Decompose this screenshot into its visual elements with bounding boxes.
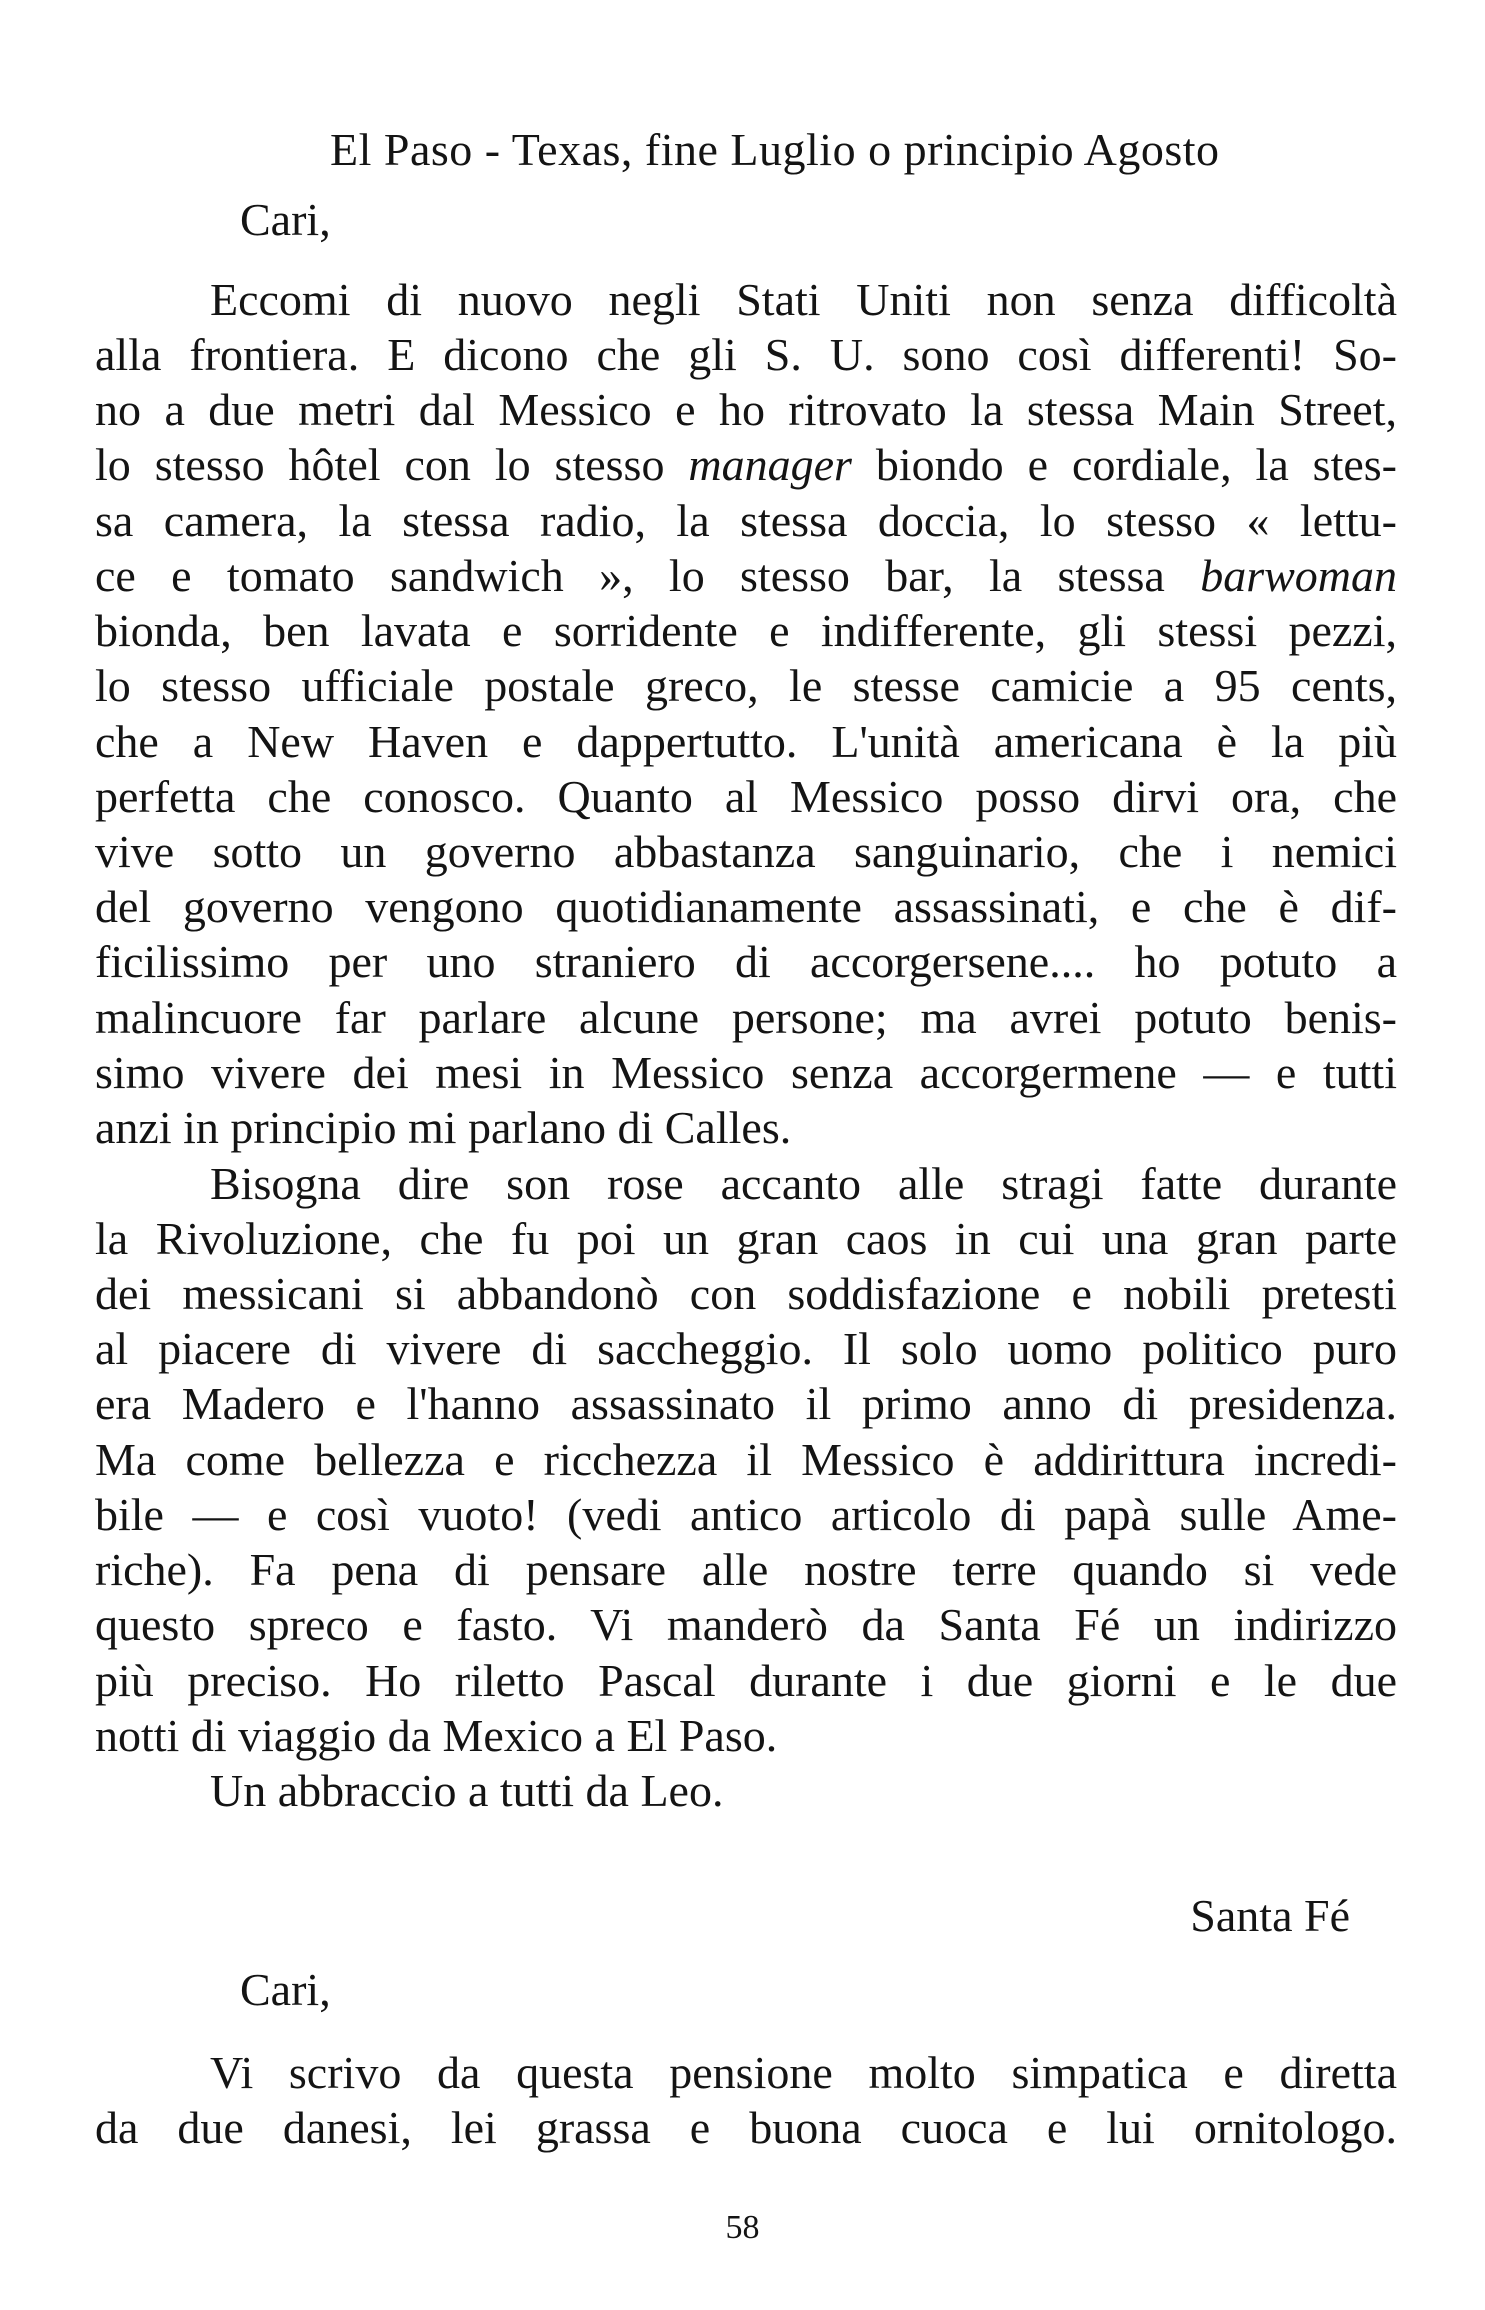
text-line: bionda, ben lavata e sorridente e indifferente, gli stessi pezzi, — [95, 605, 1397, 656]
text-line: era Madero e l'hanno assassinato il primo anno di presidenza. — [95, 1378, 1397, 1429]
text-line: no a due metri dal Messico e ho ritrovato la stessa Main Street, — [95, 384, 1397, 435]
text-line: da due danesi, lei grassa e buona cuoca e lui ornitologo. — [95, 2102, 1397, 2153]
text-line: Bisogna dire son rose accanto alle stragi fatte durante — [210, 1158, 1397, 1209]
text-line: simo vivere dei mesi in Messico senza accorgermene — e tutti — [95, 1047, 1397, 1098]
letter1-closing: Un abbraccio a tutti da Leo. — [210, 1765, 724, 1816]
text-line: più preciso. Ho riletto Pascal durante i due giorni e le due — [95, 1655, 1397, 1706]
letter1-salutation: Cari, — [240, 194, 331, 245]
text-line — [95, 437, 1397, 493]
text-segment: ce e tomato sandwich », lo stesso bar, la stessa — [95, 550, 1201, 601]
text-segment: lo stesso hôtel con lo stesso — [95, 439, 689, 490]
text-line: al piacere di vivere di saccheggio. Il solo uomo politico puro — [95, 1323, 1397, 1374]
text-line: Ma come bellezza e ricchezza il Messico è addirittura incredi- — [95, 1434, 1397, 1485]
text-line — [95, 548, 1397, 604]
letter2-salutation: Cari, — [240, 1964, 331, 2015]
text-line: la Rivoluzione, che fu poi un gran caos in cui una gran parte — [95, 1213, 1397, 1264]
text-line: ficilissimo per uno straniero di accorgersene.... ho potuto a — [95, 936, 1397, 987]
text-line: alla frontiera. E dicono che gli S. U. sono così differenti! So- — [95, 329, 1397, 380]
italic-word: barwoman — [1200, 550, 1397, 601]
text-line: dei messicani si abbandonò con soddisfazione e nobili pretesti — [95, 1268, 1397, 1319]
text-line: lo stesso ufficiale postale greco, le stesse camicie a 95 cents, — [95, 660, 1397, 711]
text-line: riche). Fa pena di pensare alle nostre terre quando si vede — [95, 1544, 1397, 1595]
text-segment: biondo e cordiale, la stes- — [851, 439, 1397, 490]
text-line: anzi in principio mi parlano di Calles. — [95, 1102, 792, 1153]
text-line: vive sotto un governo abbastanza sanguinario, che i nemici — [95, 826, 1397, 877]
text-line: Eccomi di nuovo negli Stati Uniti non senza difficoltà — [210, 274, 1397, 325]
text-line: sa camera, la stessa radio, la stessa doccia, lo stesso « lettu- — [95, 495, 1397, 546]
text-line: notti di viaggio da Mexico a El Paso. — [95, 1710, 778, 1761]
text-line: questo spreco e fasto. Vi manderò da Santa Fé un indirizzo — [95, 1599, 1397, 1650]
letter1-dateline: El Paso - Texas, fine Luglio o principio Agosto — [330, 124, 1220, 175]
text-line: del governo vengono quotidianamente assassinati, e che è dif- — [95, 881, 1397, 932]
letter2-place: Santa Fé — [1190, 1890, 1350, 1941]
italic-word: manager — [688, 439, 852, 490]
text-line: malincuore far parlare alcune persone; ma avrei potuto benis- — [95, 992, 1397, 1043]
text-line: perfetta che conosco. Quanto al Messico posso dirvi ora, che — [95, 771, 1397, 822]
text-line: bile — e così vuoto! (vedi antico articolo di papà sulle Ame- — [95, 1489, 1397, 1540]
page-number: 58 — [725, 2209, 760, 2246]
text-line: Vi scrivo da questa pensione molto simpatica e diretta — [210, 2047, 1397, 2098]
text-line: che a New Haven e dappertutto. L'unità americana è la più — [95, 716, 1397, 767]
